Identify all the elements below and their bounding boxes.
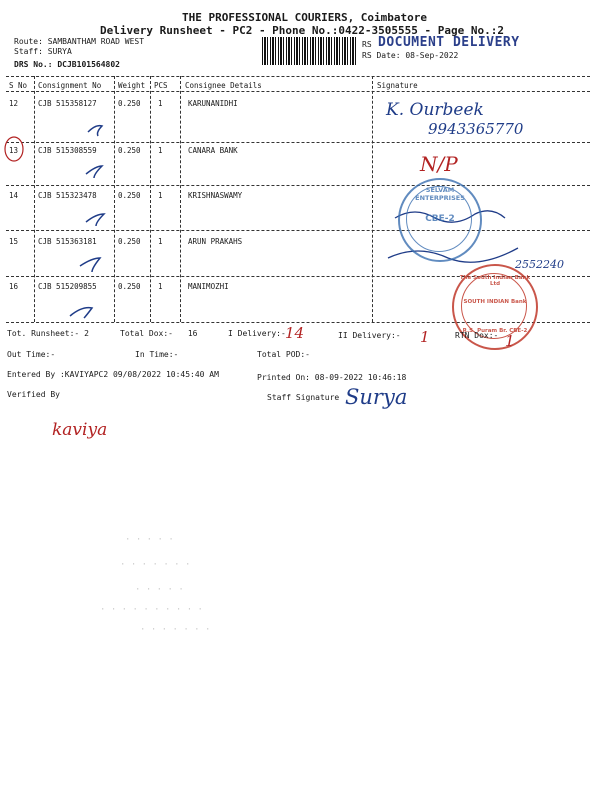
col-header-pcs: PCS (154, 81, 168, 90)
tick-mark (88, 126, 102, 136)
total-pod-label: Total POD:- (257, 350, 310, 359)
row-sno: 14 (9, 191, 19, 200)
row-consignee: KARUNANIDHI (188, 99, 238, 108)
col-header-consignee: Consignee Details (185, 81, 262, 90)
col-header-consignment: Consignment No (38, 81, 102, 90)
rs-no-label: RS (362, 40, 372, 49)
in-time-label: In Time:- (135, 350, 179, 359)
row-weight: 0.250 (118, 237, 141, 246)
tot-runsheet (7, 329, 89, 338)
rs-date-label: RS Date: (362, 51, 401, 60)
row-weight: 0.250 (118, 191, 141, 200)
tot-runsheet-label: Tot. Runsheet:- (7, 329, 80, 338)
route-label: Route: (14, 37, 43, 46)
ii-delivery-value: 1 (420, 328, 430, 346)
tick-mark (70, 308, 92, 318)
row-pcs: 1 (158, 282, 163, 291)
bleed-through-mark: · · · · · · · (120, 560, 191, 570)
col-header-sno: S No (9, 81, 28, 90)
row-weight: 0.250 (118, 282, 141, 291)
row-consignee: KRISHNASWAMY (188, 191, 243, 200)
row-consignment: CJB 515308559 (38, 146, 97, 155)
stamp-inner-text: CBE-2 (425, 214, 455, 224)
row15-phone: 2552240 (515, 258, 564, 271)
col-header-signature: Signature (377, 81, 418, 90)
verified-signature: kaviya (52, 420, 108, 440)
bleed-through-mark: · · · · · · · · · · (100, 605, 203, 615)
row-pcs: 1 (158, 146, 163, 155)
bank-stamp-outer-text: The South Indian Bank Ltd (459, 275, 531, 287)
verified-by-label: Verified By (7, 390, 60, 399)
row-sno: 12 (9, 99, 19, 108)
selvam-stamp (398, 178, 482, 262)
i-delivery-value: 14 (285, 324, 305, 342)
row-weight: 0.250 (118, 146, 141, 155)
entered-by: Entered By :KAVIYAPC2 09/08/2022 10:45:40 AM (7, 370, 219, 379)
row-pcs: 1 (158, 99, 163, 108)
row-consignee: ARUN PRAKAHS (188, 237, 243, 246)
bleed-through-mark: · · · · · · · (140, 625, 211, 635)
bleed-through-mark: · · · · · (135, 585, 184, 595)
runsheet-title: Delivery Runsheet - PC2 - Phone No.:0422-3505555 - Page No.:2 (100, 24, 504, 37)
staff-label: Staff: (14, 47, 43, 56)
row-sno: 16 (9, 282, 19, 291)
out-time-label: Out Time:- (7, 350, 56, 359)
route-value: SAMBANTHAM ROAD WEST (47, 37, 145, 46)
row-consignment: CJB 515209855 (38, 282, 97, 291)
row-pcs: 1 (158, 237, 163, 246)
col-header-weight: Weight (118, 81, 146, 90)
signature-row12-name: K. Ourbeek (386, 100, 484, 120)
bank-stamp-logo: SOUTH INDIAN Bank (463, 299, 527, 305)
bank-stamp-branch: R.S. Puram Br. CBE-2 (462, 328, 528, 334)
total-dox (120, 329, 197, 338)
staff-signature: Surya (345, 385, 408, 409)
row13-note: N/P (420, 152, 458, 176)
staff-signature-label: Staff Signature (267, 393, 340, 402)
rtn-dox-value: 1 (505, 332, 515, 350)
stamp-text: SELVAM ENTERPRISES (415, 186, 465, 202)
row-consignment: CJB 515358127 (38, 99, 97, 108)
document-delivery-stamp: DOCUMENT DELIVERY (378, 35, 520, 50)
drs-label: DRS No.: (14, 60, 53, 69)
printed-on: Printed On: 08-09-2022 10:46:18 (257, 373, 407, 382)
staff-value: SURYA (47, 47, 72, 56)
total-dox-value: 16 (187, 329, 198, 338)
row-consignment: CJB 515323478 (38, 191, 97, 200)
drs-value: DCJB101564802 (57, 60, 120, 69)
company-title: THE PROFESSIONAL COURIERS, Coimbatore (182, 11, 428, 24)
tick-mark (86, 214, 104, 226)
tick-mark (80, 258, 100, 272)
row-weight: 0.250 (118, 99, 141, 108)
row-consignee: CANARA BANK (188, 146, 238, 155)
row-pcs: 1 (158, 191, 163, 200)
row-sno: 13 (9, 146, 19, 155)
rtn-dox-label: RTN Dox:- (455, 331, 499, 340)
row-consignment: CJB 515363181 (38, 237, 97, 246)
circle-mark (5, 137, 23, 161)
row-consignee: MANIMOZHI (188, 282, 229, 291)
rs-date-value: 08-Sep-2022 (405, 51, 459, 60)
tot-runsheet-value: 2 (84, 329, 89, 338)
i-delivery-label: I Delivery:- (228, 329, 286, 338)
row-sno: 15 (9, 237, 19, 246)
tick-mark (86, 166, 102, 178)
signature-row12-phone: 9943365770 (428, 120, 524, 138)
total-dox-label: Total Dox:- (120, 329, 173, 338)
ii-delivery-label: II Delivery:- (338, 331, 401, 340)
bleed-through-mark: · · · · · (125, 535, 174, 545)
